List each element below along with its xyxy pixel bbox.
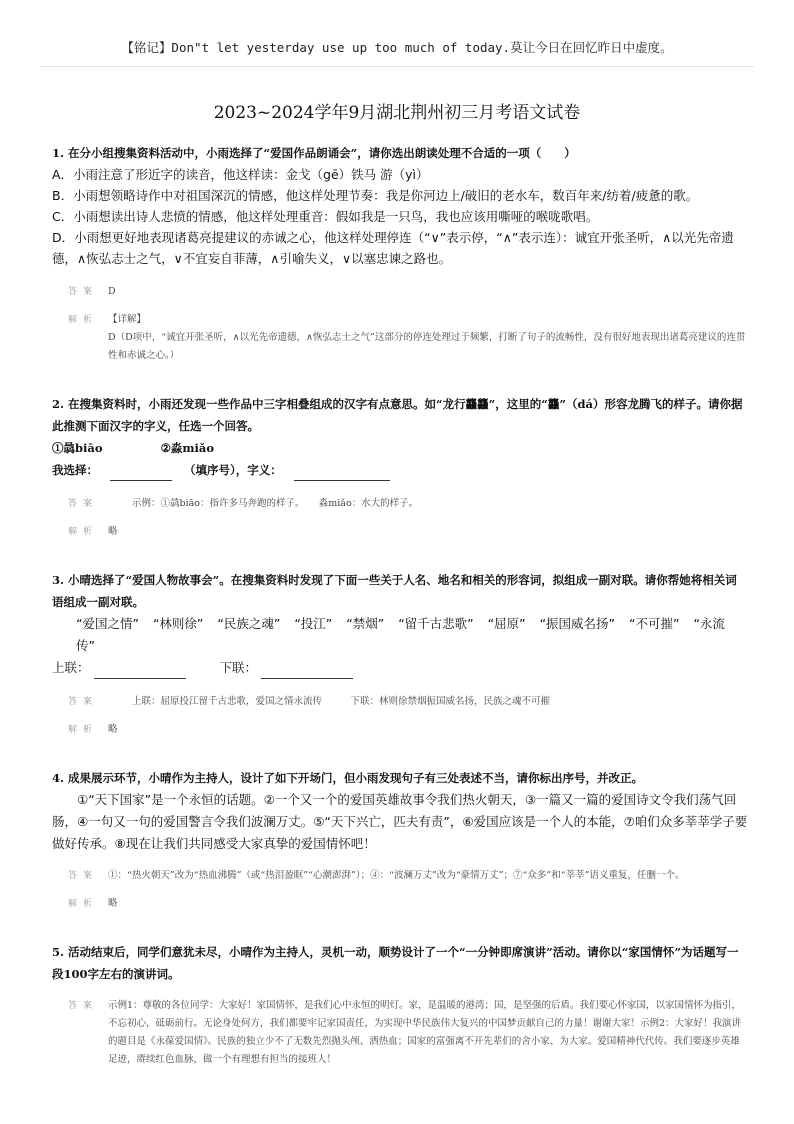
word-item: “不可摧” [629,616,680,631]
question-3-analysis [52,721,748,739]
word-item: “民族之魂” [217,616,281,631]
word-item: “永流传” [76,616,725,653]
question-1-answer [52,283,748,301]
question-2-fill-line [52,459,748,481]
question-1-answer-value: D [108,286,116,297]
lower-couplet-label: 下联： [219,660,257,675]
question-3-word-bank [52,613,748,657]
answer-label: 答案 [68,871,99,881]
question-1-option-c: C．小雨想读出诗人悲愤的情感，他这样处理重音：假如我是一只鸟，我也应该用嘶哑的喉咙歌唱。 [52,209,599,224]
question-2-answer-value: 示例：①骉biāo：指许多马奔跑的样子。 淼miǎo：水大的样子。 [132,498,419,509]
question-4-analysis-text: 略 [108,898,118,909]
question-3-answer [52,693,748,711]
answer-label: 答案 [68,697,99,707]
question-2 [52,393,748,541]
question-5-stem: 5. 活动结束后，同学们意犹未尽，小晴作为主持人，灵机一动，顺势设计了一个“一分钟即席演讲”活动。请你以“家国情怀”为话题写一段100字左右的演讲词。 [52,945,739,981]
word-item: “林则徐” [152,616,204,631]
question-1-stem: 1. 在分小组搜集资料活动中，小雨选择了“爱国作品朗诵会”，请你选出朗读处理不合适的一项（ ） [52,146,576,160]
question-1 [52,142,748,365]
upper-couplet-blank[interactable] [94,662,186,679]
lower-couplet-blank[interactable] [261,662,353,679]
question-4-answer [52,867,748,885]
question-3 [52,569,748,739]
word-item: “振国威名扬” [539,616,616,631]
question-2-choice-blank[interactable] [110,464,172,481]
question-2-char-2: ②淼miǎo [160,441,215,455]
question-4-passage: ①“天下国家”是一个永恒的话题。②一个又一个的爱国英雄故事令我们热火朝天，③一篇又一篇的爱国诗文令我们荡气回肠，④一句又一句的爱国警言令我们波澜万丈。⑤“天下兴亡，匹夫有责”，⑥爱国应该是一个人的本能，⑦咱们众多莘莘学子要做好传承。⑧现在让我们共同感受大家真挚的爱国情怀吧！ [52,792,748,851]
question-5 [52,941,748,1069]
question-3-answer-value: 上联：屈原投江留千古悲歌，爱国之情永流传 下联：林则徐禁烟振国威名扬，民族之魂不可摧 [132,696,551,707]
upper-couplet-label: 上联： [52,660,90,675]
question-2-analysis [52,523,748,541]
answer-label: 答案 [68,499,99,509]
question-1-option-d: D．小雨想更好地表现诸葛亮提建议的赤诚之心，他这样处理停连（“∨”表示停，“∧”表示连）：诚宜开张圣听，∧以光先帝遗德，∧恢弘志士之气，∨不宜妄自菲薄，∧引喻失义，∨以塞忠谏之路也。 [52,230,734,266]
question-4-analysis [52,895,748,913]
exam-content [52,142,748,1069]
word-item: “投江” [294,616,333,631]
question-1-option-b: B．小雨想领略诗作中对祖国深沉的情感，他这样处理节奏：我是你河边上/破旧的老水车，数百年来/纺着/疲惫的歌。 [52,188,699,203]
question-2-meaning-blank[interactable] [294,464,390,481]
question-1-analysis-text: D（D项中，“诚宜开张圣听，∧以光先帝遗德，∧恢弘志士之气”这部分的停连处理过于频繁，打断了句子的流畅性，没有很好地表现出诸葛亮建议的连贯性和赤诚之心。） [108,332,746,361]
answer-label: 答案 [68,287,99,297]
question-2-answer [52,495,748,513]
word-item: “禁烟” [346,616,385,631]
question-5-answer [52,997,748,1069]
word-item: “屈原” [487,616,526,631]
question-4 [52,767,748,913]
question-4-stem: 4. 成果展示环节，小晴作为主持人，设计了如下开场门，但小雨发现句子有三处表述不当，请你标出序号，并改正。 [52,771,644,785]
question-1-option-a: A．小雨注意了形近字的读音，他这样读：金戈（gē）铁马 游（yì） [52,167,429,182]
analysis-label: 解析 [68,527,99,537]
question-3-couplet-line [52,657,748,679]
question-3-analysis-text: 略 [108,724,118,735]
question-1-analysis [52,311,748,365]
answer-label: 答案 [68,1001,99,1011]
question-2-chars [52,437,748,459]
question-4-answer-value: ①：“热火朝天”改为“热血沸腾”（或“热泪盈眶”“心潮澎湃”）；④：“波澜万丈”改为“豪情万丈”；⑦“众多”和“莘莘”语义重复，任删一个。 [108,870,685,881]
question-5-answer-value: 示例1：尊敬的各位同学：大家好！家国情怀，是我们心中永恒的明灯。家，是温暖的港湾；国，是坚强的后盾。我们要心怀家国，以家国情怀为指引，不忘初心，砥砺前行。无论身处何方，我们都要牢记家国责任，为实现中华民族伟大复兴的中国梦贡献自己的力量！谢谢大家！示例2：大家好！我演讲的题目是《永葆爱国情》。民族的独立少不了无数先烈抛头颅、洒热血；国家的富强离不开先辈们的舍小家、为大家。爱国精神代代传。我们要逐步英雄足迹，赓续红色血脉，做一个有理想有担当的接班人！ [108,1000,742,1065]
word-item: “爱国之情” [76,616,139,631]
motto-banner: 【铭记】Don"t let yesterday use up too much of today.莫让今日在回忆昨日中虚度。 [121,40,673,55]
question-2-analysis-text: 略 [108,526,118,537]
word-item: “留千古悲歌” [398,616,474,631]
question-1-analysis-title: 【详解】 [108,314,147,325]
analysis-label: 解析 [68,725,99,735]
analysis-label: 解析 [68,315,99,325]
header-divider [40,66,754,67]
question-2-choose-label: 我选择： [52,463,98,477]
question-2-fill-label: （填序号），字义： [184,463,282,477]
analysis-label: 解析 [68,899,99,909]
question-2-stem: 2. 在搜集资料时，小雨还发现一些作品中三字相叠组成的汉字有点意思。如“龙行龘龘”，这里的“龘”（dá）形容龙腾飞的样子。请你据此推测下面汉字的字义，任选一个回答。 [52,397,743,433]
exam-title: 2023~2024学年9月湖北荆州初三月考语文试卷 [213,103,581,123]
question-2-char-1: ①骉biāo [52,441,103,455]
question-3-stem: 3. 小晴选择了“爱国人物故事会”。在搜集资料时发现了下面一些关于人名、地名和相关的形容词，拟组成一副对联。请你帮她将相关词语组成一副对联。 [52,573,737,609]
